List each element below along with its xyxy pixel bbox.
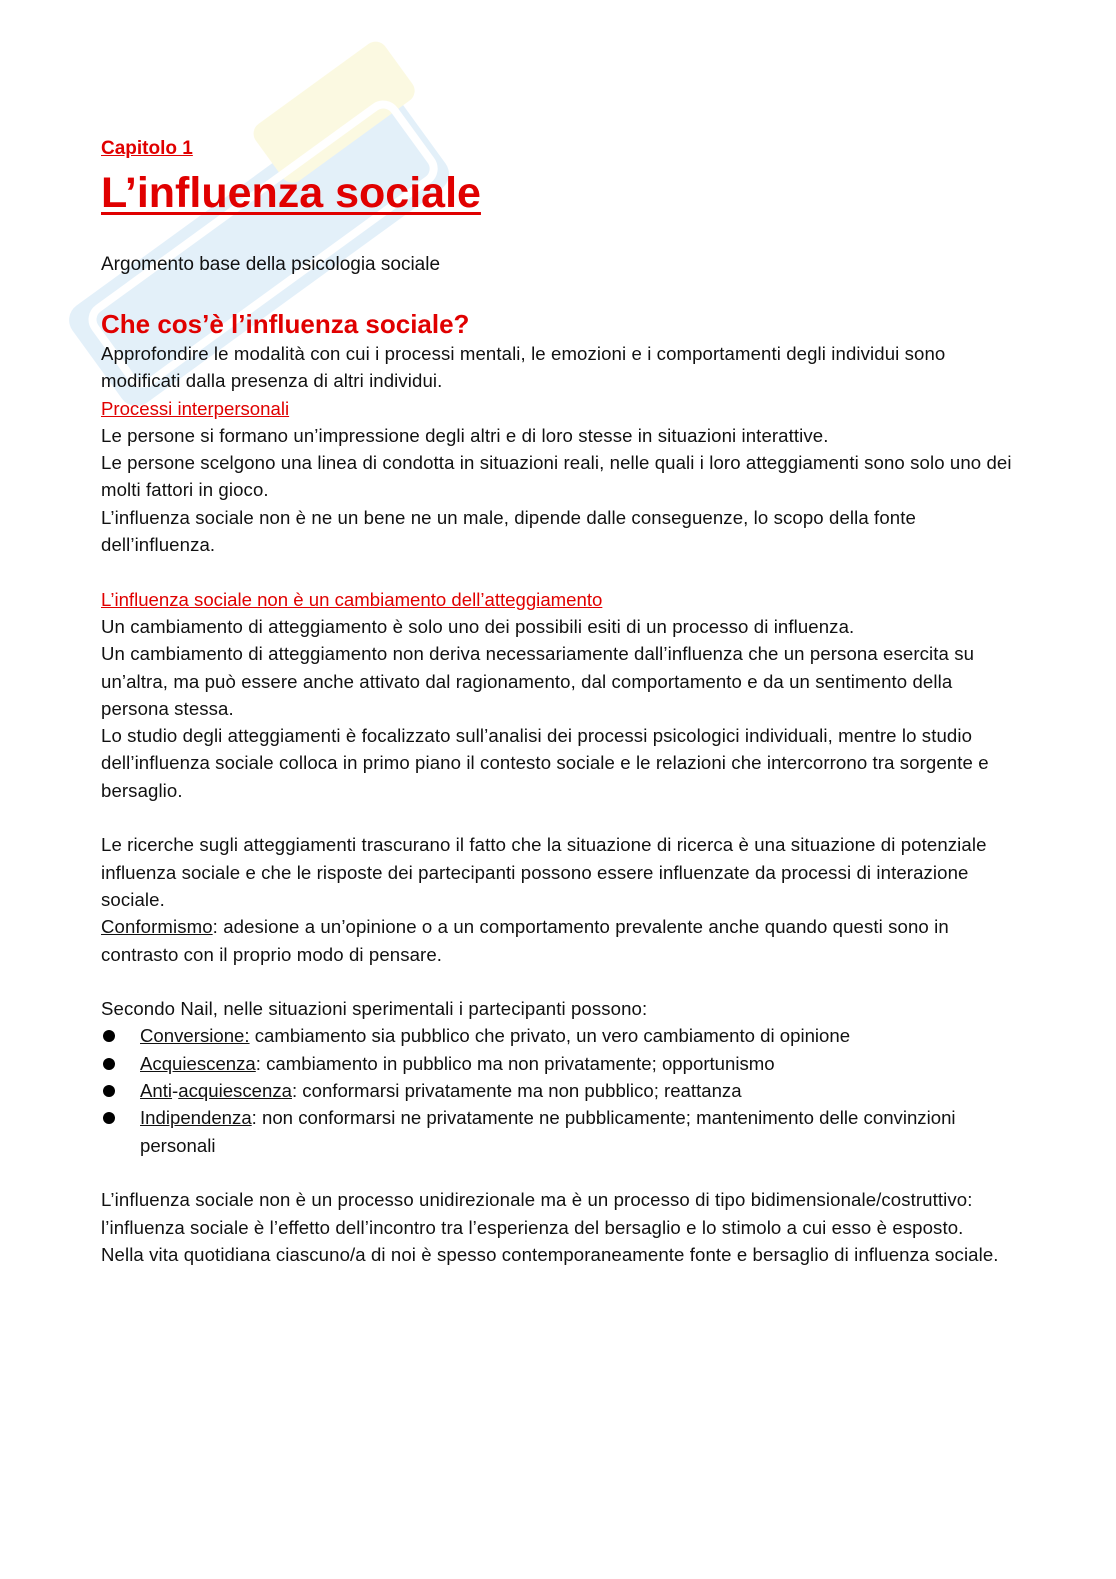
subsection-heading-cambiamento: L’influenza sociale non è un cambiamento dell’atteggiamento <box>101 588 603 610</box>
list-item <box>101 1104 1016 1159</box>
paragraph-line: Le persone scelgono una linea di condotta in situazioni reali, nelle quali i loro atteggiamenti sono solo uno dei molti fattori in gioco. <box>101 452 1012 501</box>
conformism-term: Conformismo <box>101 916 213 938</box>
list-item-term: Indipendenza <box>140 1107 252 1129</box>
list-item-term-suffix: acquiescenza <box>178 1080 292 1102</box>
list-item <box>101 1022 1016 1049</box>
nail-list <box>101 1022 1016 1158</box>
document-subtitle: Argomento base della psicologia sociale <box>101 254 441 275</box>
list-item-text: cambiamento sia pubblico che privato, un vero cambiamento di opinione <box>249 1025 851 1047</box>
bullet-icon <box>103 1085 115 1097</box>
list-item <box>101 1077 1016 1104</box>
nail-intro: Secondo Nail, nelle situazioni sperimentali i partecipanti possono: <box>101 998 648 1020</box>
list-item-text: : cambiamento in pubblico ma non privatamente; opportunismo <box>255 1052 775 1074</box>
list-item-hyphen: - <box>172 1080 179 1102</box>
list-item <box>101 1050 1016 1077</box>
bullet-icon <box>103 1058 115 1070</box>
section-heading: Che cos’è l’influenza sociale? <box>101 309 470 339</box>
paragraph-line: Lo studio degli atteggiamenti è focalizzato sull’analisi dei processi psicologici individuali, mentre lo studio dell’influenza sociale colloca in primo piano il contesto sociale e le relazioni che intercorrono tra sorgente e bersaglio. <box>101 725 989 801</box>
list-item-term: Acquiescenza <box>140 1052 256 1074</box>
bullet-icon <box>103 1112 115 1124</box>
paragraph-spacer <box>101 1159 1016 1186</box>
list-item-term: Conversione: <box>140 1025 250 1047</box>
document-page <box>101 136 1016 1268</box>
conformism-text: : adesione a un’opinione o a un comportamento prevalente anche quando questi sono in contrasto con il proprio modo di pensare. <box>101 916 949 965</box>
conformism-definition <box>101 913 1016 968</box>
closing-paragraph: L’influenza sociale non è un processo unidirezionale ma è un processo di tipo bidimensionale/costruttivo: l’influenza sociale è l’effetto dell’incontro tra l’esperienza del bersaglio e lo stimolo a cui esso è esposto. <box>101 1189 973 1238</box>
paragraph-line: L’influenza sociale non è ne un bene ne un male, dipende dalle conseguenze, lo scopo della fonte dell’influenza. <box>101 506 916 556</box>
document-title: L’influenza sociale <box>101 169 481 217</box>
paragraph-spacer <box>101 558 1016 585</box>
research-paragraph: Le ricerche sugli atteggiamenti trascurano il fatto che la situazione di ricerca è una situazione di potenziale influenza sociale e che le risposte dei partecipanti possono essere influenzate da processi di interazione sociale. <box>101 834 987 910</box>
paragraph-spacer <box>101 968 1016 995</box>
chapter-label: Capitolo 1 <box>101 138 193 159</box>
bullet-icon <box>103 1030 115 1042</box>
paragraph-line: Un cambiamento di atteggiamento è solo uno dei possibili esiti di un processo di influenza. <box>101 615 855 637</box>
paragraph-spacer <box>101 804 1016 831</box>
list-item-text: : non conformarsi ne privatamente ne pubblicamente; mantenimento delle convinzioni personali <box>140 1107 956 1156</box>
subsection-heading-processi: Processi interpersonali <box>101 397 290 419</box>
list-item-text: : conformarsi privatamente ma non pubblico; reattanza <box>291 1080 742 1102</box>
list-item-term: Anti <box>140 1080 173 1102</box>
paragraph-line: Le persone si formano un’impressione degli altri e di loro stesse in situazioni interattive. <box>101 424 829 446</box>
paragraph-line: Un cambiamento di atteggiamento non deriva necessariamente dall’influenza che un persona esercita su un’altra, ma può essere anche attivato dal ragionamento, dal comportamento e da un sentimento della persona stessa. <box>101 643 975 719</box>
closing-paragraph: Nella vita quotidiana ciascuno/a di noi è spesso contemporaneamente fonte e bersaglio di influenza sociale. <box>101 1243 999 1265</box>
intro-paragraph: Approfondire le modalità con cui i processi mentali, le emozioni e i comportamenti degli individui sono modificati dalla presenza di altri individui. <box>101 343 946 392</box>
